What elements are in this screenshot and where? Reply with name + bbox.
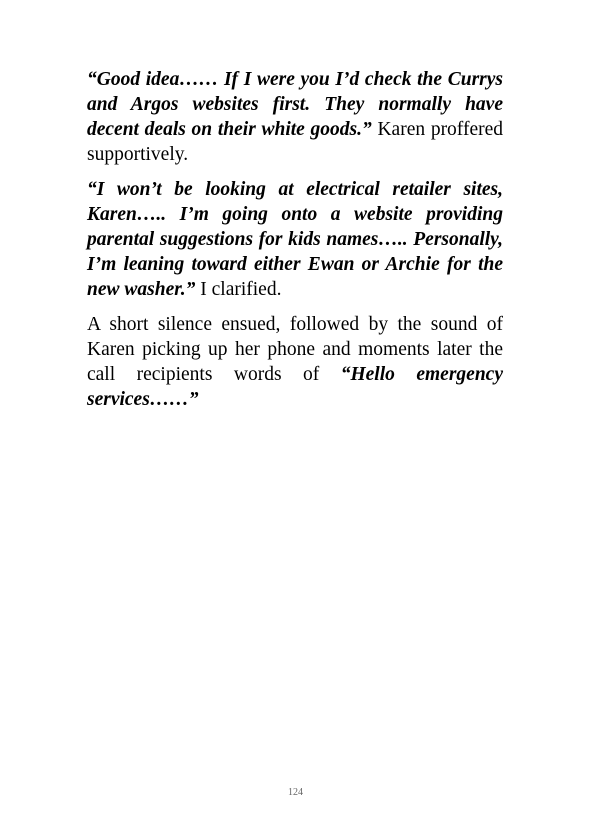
- narration-text: I clarified.: [195, 279, 282, 300]
- dialogue-quote: “Hello emergency services……”: [87, 364, 503, 410]
- document-body: [87, 67, 503, 422]
- paragraph-2: [87, 177, 503, 302]
- paragraph-1: [87, 67, 503, 167]
- narration-text: Karen proffered supportively.: [87, 119, 503, 165]
- narration-text: A short silence ensued, followed by the sound of Karen picking up her phone and moments later the call recipients words of: [87, 314, 503, 385]
- paragraph-3: [87, 312, 503, 412]
- dialogue-quote: “Good idea…… If I were you I’d check the Currys and Argos websites first. They normally have decent deals on their white goods.”: [87, 69, 503, 140]
- page-number: 124: [288, 787, 303, 798]
- dialogue-quote: “I won’t be looking at electrical retailer sites, Karen….. I’m going onto a website providing parental suggestions for kids names….. Personally, I’m leaning toward either Ewan or Archie for the new washer.”: [87, 179, 503, 300]
